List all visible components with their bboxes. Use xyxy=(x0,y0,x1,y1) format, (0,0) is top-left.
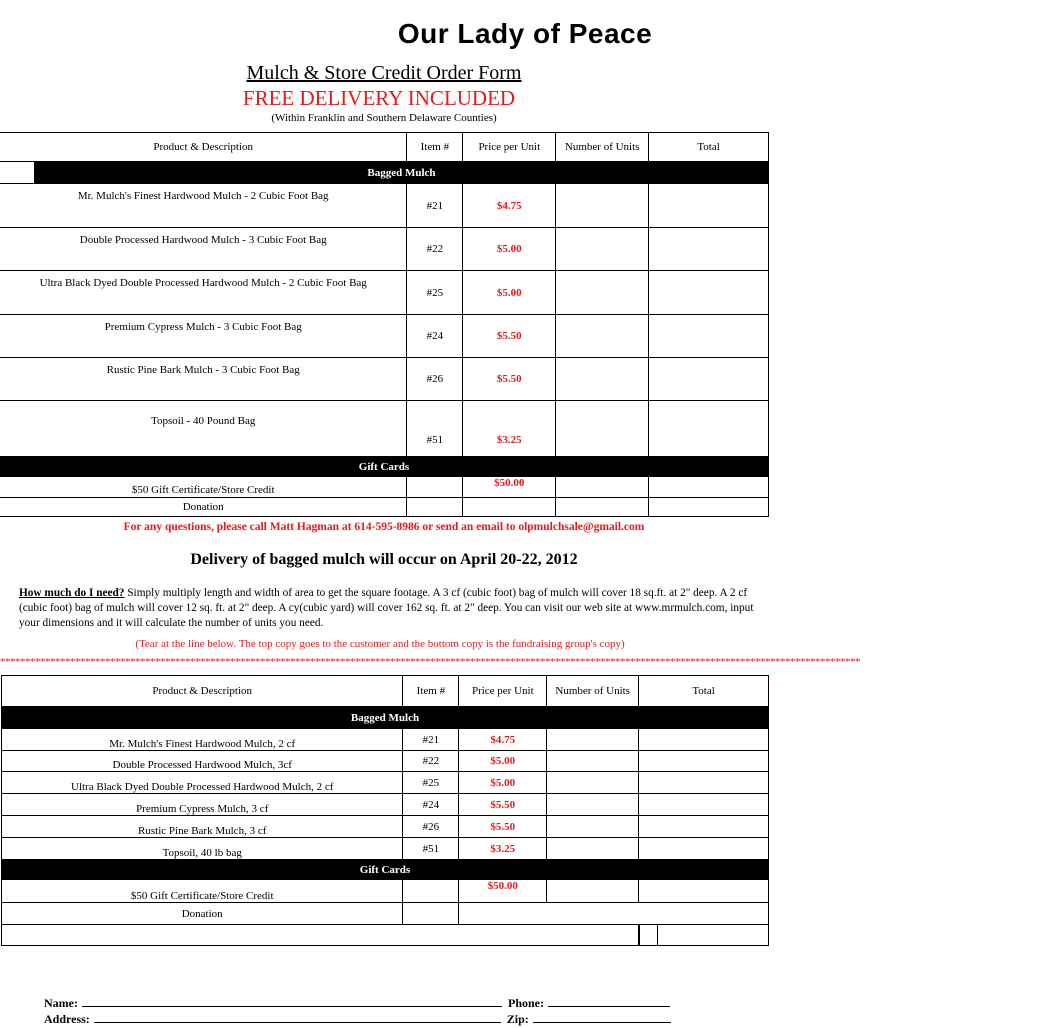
units-input[interactable] xyxy=(556,358,649,401)
table-row xyxy=(0,228,769,271)
table-row xyxy=(2,729,769,751)
donation-blank xyxy=(407,498,463,517)
total-input[interactable] xyxy=(649,358,769,401)
section-bagged-mulch: Bagged Mulch xyxy=(34,162,768,184)
gift-item-blank xyxy=(403,880,459,903)
units-input[interactable] xyxy=(547,794,639,816)
grand-total-blank xyxy=(2,925,639,946)
unit-price: $4.75 xyxy=(459,729,547,751)
units-input[interactable] xyxy=(547,880,639,903)
product-desc: Premium Cypress Mulch - 3 Cubic Foot Bag xyxy=(0,315,407,358)
item-number: #21 xyxy=(403,729,459,751)
form-subtitle: Mulch & Store Credit Order Form xyxy=(246,62,522,84)
col-header-units: Number of Units xyxy=(556,133,649,162)
grand-total-input[interactable] xyxy=(639,925,769,946)
blank-cell xyxy=(0,162,34,184)
table-row xyxy=(0,271,769,315)
product-desc: Ultra Black Dyed Double Processed Hardwood Mulch, 2 cf xyxy=(2,772,403,794)
item-number: #25 xyxy=(407,271,463,315)
donation-blank xyxy=(463,498,556,517)
table-row xyxy=(2,751,769,772)
table-row xyxy=(0,498,769,517)
total-input[interactable] xyxy=(639,729,769,751)
unit-price: $3.25 xyxy=(459,838,547,860)
table-row xyxy=(2,794,769,816)
gift-item-blank xyxy=(407,477,463,498)
section-bagged-mulch: Bagged Mulch xyxy=(2,707,769,729)
delivery-date-heading: Delivery of bagged mulch will occur on April 20-22, 2012 xyxy=(190,551,578,568)
product-desc: Rustic Pine Bark Mulch, 3 cf xyxy=(2,816,403,838)
gift-certificate-desc: $50 Gift Certificate/Store Credit xyxy=(0,477,407,498)
col-header-units: Number of Units xyxy=(547,676,639,707)
product-desc: Double Processed Hardwood Mulch - 3 Cubic Foot Bag xyxy=(0,228,407,271)
table-row xyxy=(2,903,769,925)
donation-amount-input[interactable] xyxy=(459,903,769,925)
unit-price: $5.00 xyxy=(459,772,547,794)
gift-price: $50.00 xyxy=(463,477,556,498)
address-field[interactable] xyxy=(94,1010,501,1023)
units-input[interactable] xyxy=(556,228,649,271)
item-number: #24 xyxy=(403,794,459,816)
col-header-item: Item # xyxy=(407,133,463,162)
name-field[interactable] xyxy=(82,994,502,1007)
table-row xyxy=(2,925,769,946)
col-header-price: Price per Unit xyxy=(459,676,547,707)
tear-line: **************************************************************************************************************************************************************************** xyxy=(0,656,860,668)
gift-price: $50.00 xyxy=(459,880,547,903)
item-number: #21 xyxy=(407,184,463,228)
section-gift-cards: Gift Cards xyxy=(2,860,769,880)
table-row xyxy=(0,184,769,228)
product-desc: Premium Cypress Mulch, 3 cf xyxy=(2,794,403,816)
address-zip-row xyxy=(44,1010,764,1028)
product-desc: Mr. Mulch's Finest Hardwood Mulch - 2 Cubic Foot Bag xyxy=(0,184,407,228)
donation-blank xyxy=(403,903,459,925)
units-input[interactable] xyxy=(556,271,649,315)
col-header-item: Item # xyxy=(403,676,459,707)
zip-field[interactable] xyxy=(533,1010,671,1023)
unit-price: $5.00 xyxy=(463,228,556,271)
unit-price: $3.25 xyxy=(463,401,556,457)
zip-label: Zip: xyxy=(506,1012,529,1026)
table-row xyxy=(0,315,769,358)
table-row xyxy=(0,358,769,401)
units-input[interactable] xyxy=(547,729,639,751)
contact-note: For any questions, please call Matt Hagman at 614-595-8986 or send an email to olpmulchsale@gmail.com xyxy=(123,521,645,533)
product-desc: Double Processed Hardwood Mulch, 3cf xyxy=(2,751,403,772)
table-row xyxy=(0,477,769,498)
units-input[interactable] xyxy=(547,816,639,838)
product-desc: Mr. Mulch's Finest Hardwood Mulch, 2 cf xyxy=(2,729,403,751)
top-order-table xyxy=(0,132,769,517)
donation-label: Donation xyxy=(0,498,407,517)
total-input[interactable] xyxy=(649,271,769,315)
item-number: #25 xyxy=(403,772,459,794)
total-input[interactable] xyxy=(639,794,769,816)
tear-note: (Tear at the line below. The top copy goes to the customer and the bottom copy is the fundraising group's copy) xyxy=(135,638,625,650)
donation-amount-input[interactable] xyxy=(649,498,769,517)
total-input[interactable] xyxy=(639,772,769,794)
address-label: Address: xyxy=(44,1012,90,1026)
total-input[interactable] xyxy=(649,477,769,498)
free-delivery-banner: FREE DELIVERY INCLUDED xyxy=(242,86,516,110)
donation-blank xyxy=(556,498,649,517)
product-desc: Topsoil, 40 lb bag xyxy=(2,838,403,860)
product-desc: Rustic Pine Bark Mulch - 3 Cubic Foot Bag xyxy=(0,358,407,401)
item-number: #26 xyxy=(403,816,459,838)
unit-price: $5.50 xyxy=(463,315,556,358)
table-row xyxy=(2,880,769,903)
table-row xyxy=(2,838,769,860)
total-input[interactable] xyxy=(649,184,769,228)
units-input[interactable] xyxy=(556,401,649,457)
total-input[interactable] xyxy=(639,880,769,903)
how-much-text: Simply multiply length and width of area to get the square footage. A 3 cf (cubic foot) bag of mulch will cover 18 sq.ft. at 2" deep. A 2 cf (cubic foot) bag of mulch will cover 12 sq. ft. at 2" deep. A cy(cubic yard) will cover 162 sq. ft. at 2" deep. You can visit our web site at www.mrmulch.com, input your dimensions and it will calculate the number of units you need. xyxy=(19,587,754,629)
unit-price: $5.00 xyxy=(463,271,556,315)
units-input[interactable] xyxy=(556,184,649,228)
bottom-order-table xyxy=(1,675,769,946)
units-input[interactable] xyxy=(547,751,639,772)
how-much-paragraph xyxy=(19,586,764,631)
col-header-product: Product & Description xyxy=(0,133,407,162)
col-header-total: Total xyxy=(639,676,769,707)
units-input[interactable] xyxy=(556,315,649,358)
total-input[interactable] xyxy=(649,315,769,358)
units-input[interactable] xyxy=(547,838,639,860)
item-number: #24 xyxy=(407,315,463,358)
total-input[interactable] xyxy=(639,838,769,860)
col-header-price: Price per Unit xyxy=(463,133,556,162)
unit-price: $4.75 xyxy=(463,184,556,228)
item-number: #26 xyxy=(407,358,463,401)
page-title: Our Lady of Peace xyxy=(397,18,653,49)
unit-price: $5.50 xyxy=(459,816,547,838)
total-input[interactable] xyxy=(649,228,769,271)
total-input[interactable] xyxy=(649,401,769,457)
delivery-area-note: (Within Franklin and Southern Delaware Counties) xyxy=(271,112,497,124)
table-row xyxy=(2,772,769,794)
item-number: #51 xyxy=(403,838,459,860)
product-desc: Topsoil - 40 Pound Bag xyxy=(0,401,407,457)
total-input[interactable] xyxy=(639,816,769,838)
units-input[interactable] xyxy=(547,772,639,794)
how-much-label: How much do I need? xyxy=(19,587,125,599)
table-row xyxy=(0,401,769,457)
col-header-product: Product & Description xyxy=(2,676,403,707)
phone-field[interactable] xyxy=(548,994,670,1007)
section-gift-cards: Gift Cards xyxy=(0,457,769,477)
unit-price: $5.00 xyxy=(459,751,547,772)
col-header-total: Total xyxy=(649,133,769,162)
unit-price: $5.50 xyxy=(463,358,556,401)
gift-certificate-desc: $50 Gift Certificate/Store Credit xyxy=(2,880,403,903)
units-input[interactable] xyxy=(556,477,649,498)
name-label: Name: xyxy=(44,996,78,1010)
item-number: #22 xyxy=(407,228,463,271)
total-input[interactable] xyxy=(639,751,769,772)
item-number: #51 xyxy=(407,401,463,457)
unit-price: $5.50 xyxy=(459,794,547,816)
donation-label: Donation xyxy=(2,903,403,925)
phone-label: Phone: xyxy=(507,996,544,1010)
item-number: #22 xyxy=(403,751,459,772)
product-desc: Ultra Black Dyed Double Processed Hardwood Mulch - 2 Cubic Foot Bag xyxy=(0,271,407,315)
table-row xyxy=(2,816,769,838)
